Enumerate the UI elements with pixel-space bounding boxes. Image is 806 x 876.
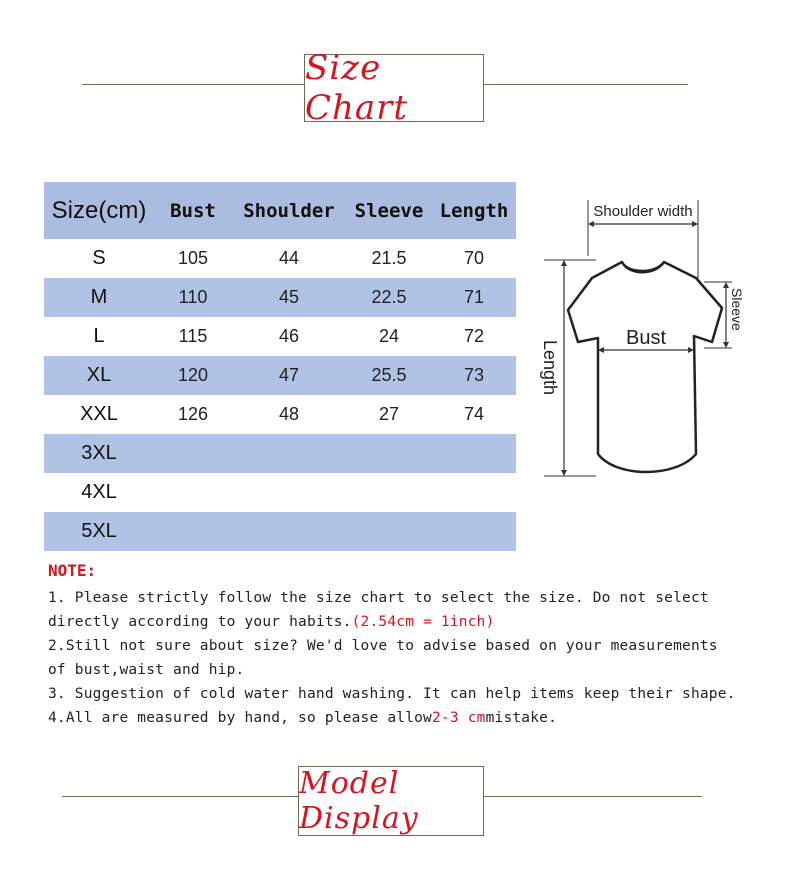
divider-left bbox=[82, 84, 304, 85]
header-length: Length bbox=[439, 199, 509, 222]
cell-sleeve: 22.5 bbox=[371, 287, 407, 307]
cell-bust: 115 bbox=[178, 326, 208, 346]
table-row bbox=[44, 356, 516, 395]
table-row bbox=[44, 434, 516, 473]
cell-length: 73 bbox=[463, 365, 485, 385]
note-line-2 bbox=[48, 610, 768, 634]
cell-length: 74 bbox=[463, 404, 485, 424]
cell-size: 5XL bbox=[81, 520, 117, 542]
cell-bust: 110 bbox=[178, 287, 208, 307]
title-frame bbox=[298, 766, 484, 836]
cell-shoulder: 45 bbox=[278, 287, 300, 307]
divider-right bbox=[484, 796, 702, 797]
model-display-banner bbox=[0, 760, 806, 840]
table-header-row bbox=[44, 182, 516, 239]
cell-sleeve: 24 bbox=[378, 326, 400, 346]
table-row bbox=[44, 395, 516, 434]
cell-shoulder: 47 bbox=[278, 365, 300, 385]
cell-size: S bbox=[92, 247, 106, 269]
note-line-6-b: mistake. bbox=[485, 710, 558, 726]
note-line-1: 1. Please strictly follow the size chart to select the size. Do not select bbox=[48, 590, 709, 606]
size-chart-banner bbox=[0, 48, 806, 128]
cell-sleeve: 21.5 bbox=[371, 248, 407, 268]
cell-length: 72 bbox=[463, 326, 485, 346]
cell-length: 71 bbox=[463, 287, 485, 307]
table-row bbox=[44, 512, 516, 551]
cell-bust: 126 bbox=[177, 404, 209, 424]
header-sleeve: Sleeve bbox=[354, 199, 424, 222]
cell-size: XXL bbox=[80, 403, 118, 425]
table-row bbox=[44, 473, 516, 512]
header-size: Size(cm) bbox=[51, 196, 147, 224]
tshirt-illustration bbox=[536, 192, 748, 482]
tolerance-value: 2-3 cm bbox=[431, 710, 486, 726]
note-line-6 bbox=[48, 706, 768, 730]
note-line-3: 2.Still not sure about size? We'd love to advise based on your measurements bbox=[48, 638, 718, 654]
inch-conversion: (2.54cm = 1inch) bbox=[351, 614, 495, 630]
table-row bbox=[44, 317, 516, 356]
size-table bbox=[44, 182, 516, 551]
cell-size: L bbox=[93, 325, 105, 347]
cell-bust: 120 bbox=[177, 365, 209, 385]
note-title: NOTE: bbox=[48, 561, 97, 580]
notes-section bbox=[48, 560, 768, 730]
header-shoulder: Shoulder bbox=[243, 199, 335, 222]
note-line-5: 3. Suggestion of cold water hand washing. It can help items keep their shape. bbox=[48, 686, 736, 702]
cell-length: 70 bbox=[463, 248, 485, 268]
cell-shoulder: 48 bbox=[278, 404, 300, 424]
cell-size: 4XL bbox=[81, 481, 117, 503]
cell-shoulder: 46 bbox=[278, 326, 300, 346]
note-line-2-text: directly according to your habits. bbox=[48, 614, 352, 630]
cell-bust: 105 bbox=[177, 248, 209, 268]
divider-left bbox=[62, 796, 298, 797]
cell-size: XL bbox=[86, 364, 112, 386]
length-label: Length bbox=[540, 340, 560, 396]
cell-sleeve: 27 bbox=[378, 404, 400, 424]
cell-sleeve: 25.5 bbox=[371, 365, 407, 385]
tshirt-measurement-diagram bbox=[536, 192, 748, 482]
sleeve-label: Sleeve bbox=[729, 288, 745, 331]
divider-right bbox=[484, 84, 688, 85]
title-frame bbox=[304, 48, 484, 128]
cell-shoulder: 44 bbox=[278, 248, 300, 268]
table-row bbox=[44, 239, 516, 278]
page-title: Size Chart bbox=[305, 48, 409, 128]
section-title: Model Display bbox=[299, 766, 419, 836]
shoulder-width-label: Shoulder width bbox=[593, 203, 693, 220]
cell-size: 3XL bbox=[81, 442, 117, 464]
header-bust: Bust bbox=[170, 199, 216, 222]
cell-size: M bbox=[90, 286, 108, 308]
note-line-4: of bust,waist and hip. bbox=[48, 662, 245, 678]
bust-label: Bust bbox=[625, 327, 667, 349]
note-line-6-a: 4.All are measured by hand, so please allow bbox=[48, 710, 432, 726]
table-row bbox=[44, 278, 516, 317]
